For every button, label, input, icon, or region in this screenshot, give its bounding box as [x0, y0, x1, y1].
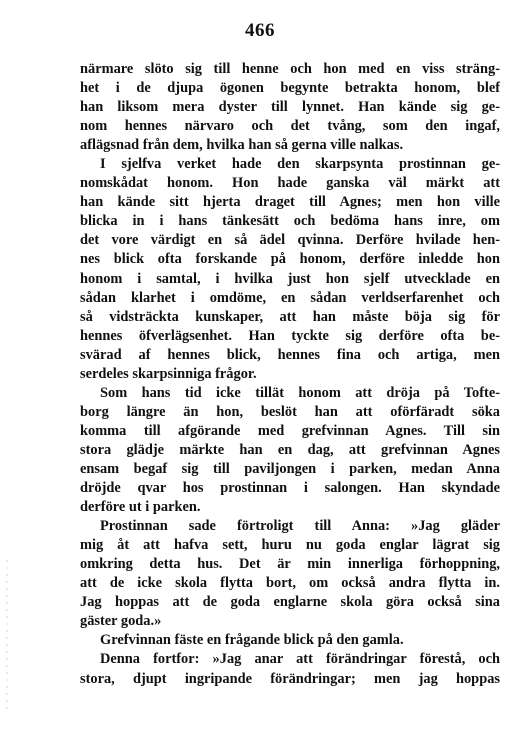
text-line: nes blick ofta forskande på honom, derföre inledde hon [80, 251, 500, 268]
text-line: I sjelfva verket hade den skarpsynta prostinnan ge- [100, 156, 500, 173]
text-line: blicka in i hans tänkesätt och bedöma hans inre, om [80, 213, 500, 230]
text-line: dröjde qvar hos prostinnan i salongen. Han skyndade [80, 480, 500, 497]
text-line: stora, djupt ingripande förändringar; men jag hoppas [80, 670, 500, 687]
text-line: Grefvinnan fäste en frågande blick på den gamla. [100, 632, 404, 649]
text-line: borg längre än hon, beslöt han att oförfäradt söka [80, 403, 500, 420]
text-line: hennes öfverlägsenhet. Han tyckte sig derföre ofta be- [80, 327, 500, 344]
text-line: mig åt att hafva sett, huru nu goda englar lägrat sig [80, 537, 500, 554]
text-line: svärad af hennes blick, hennes fina och artiga, men [80, 346, 500, 363]
scan-margin-artifact [6, 560, 8, 710]
text-line: nom hennes närvaro och det tvång, som den ingaf, [80, 118, 500, 135]
text-line: närmare slöto sig till henne och hon med en viss sträng- [80, 61, 500, 77]
text-line: sådan klarhet i omdöme, en sådan verldserfarenhet och [80, 289, 500, 306]
text-line: han liksom mera dyster till lynnet. Han kände sig ge- [80, 99, 500, 116]
text-line: Denna fortfor: »Jag anar att förändringar förestå, och [100, 651, 500, 668]
text-line: omkring detta hus. Det är min innerliga förhoppning, [80, 556, 500, 573]
text-line: het i de djupa ögonen begynte betrakta honom, blef [80, 80, 500, 97]
text-line: stora glädje märkte han en dag, att grefvinnan Agnes [80, 441, 500, 458]
text-line: derföre ut i parken. [80, 499, 201, 516]
text-line: så vidsträckta kunskaper, att han måste böja sig för [80, 308, 500, 325]
text-line: det vore värdigt en så ädel qvinna. Derföre hvilade hen- [80, 232, 500, 249]
text-line: honom i samtal, i hvilka just hon sjelf utvecklade en [80, 270, 500, 287]
text-line: Som hans tid icke tillät honom att dröja på Tofte- [100, 384, 500, 401]
text-line: nomskådat honom. Hon hade ganska väl märkt att [80, 175, 500, 192]
text-line: ensam begaf sig till paviljongen i parken, medan Anna [80, 460, 500, 477]
text-line: Jag hoppas att de goda englarne skola göra också sina [80, 594, 500, 611]
text-line: att de icke skola flytta bort, om också andra flytta in. [80, 575, 500, 592]
body-text [80, 60, 500, 689]
page-number: 466 [245, 20, 275, 41]
text-line: aflägsnad från dem, hvilka han så gerna ville nalkas. [80, 137, 404, 154]
text-line: Prostinnan sade förtroligt till Anna: »Jag gläder [100, 518, 500, 535]
text-line: serdeles skarpsinniga frågor. [80, 365, 257, 382]
text-line: gäster goda.» [80, 613, 162, 630]
text-line: komma till afgörande med grefvinnan Agnes. Till sin [80, 422, 500, 439]
text-line: han kände sitt hjerta draget till Agnes; men hon ville [80, 194, 500, 211]
